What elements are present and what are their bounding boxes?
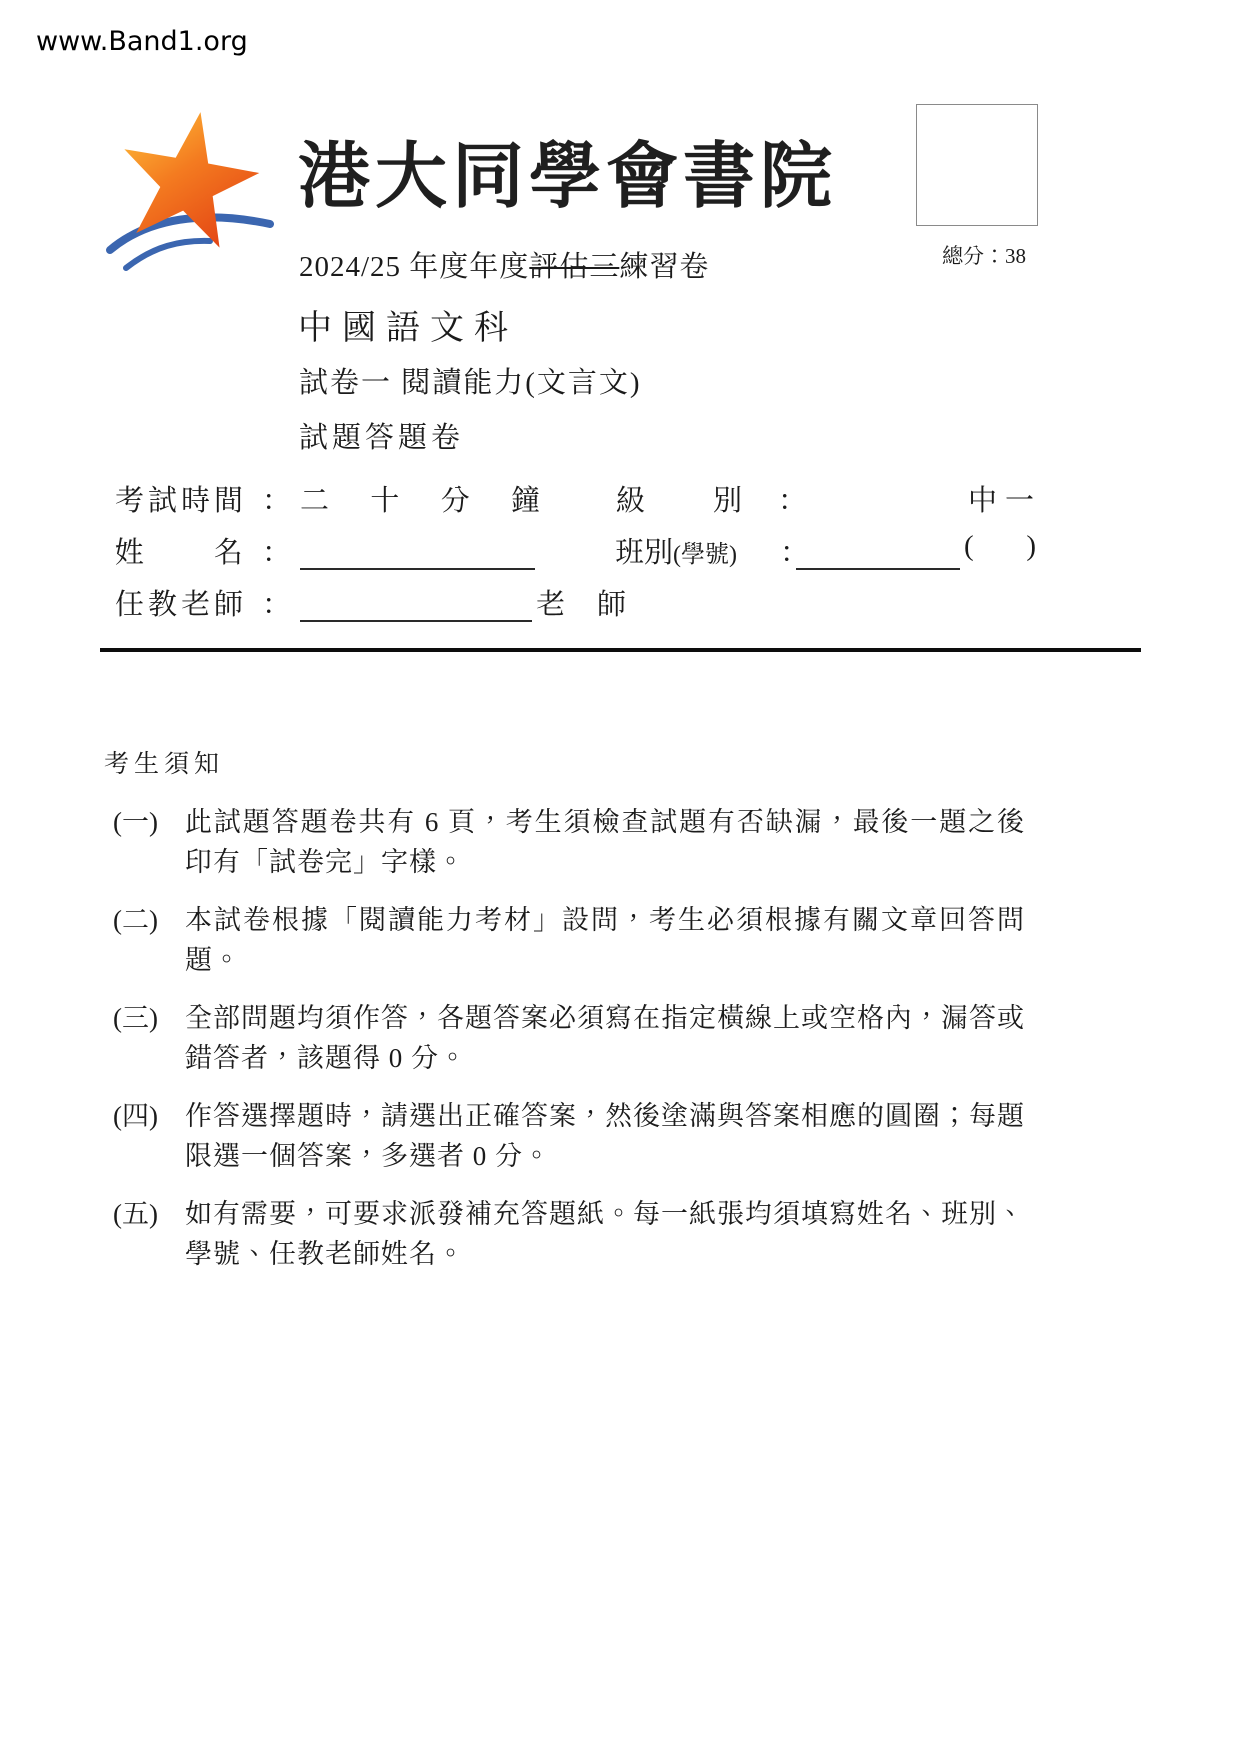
paper-title: 試卷一 閱讀能力(文言文) [299,367,642,399]
name-blank-line [300,530,535,570]
instruction-item [113,900,1029,980]
name-label: 姓 名 [115,537,243,569]
year-struck-text: 評估三 [529,251,620,283]
class-no-blank-line [796,530,960,570]
exam-time-value: 二 十 分 鐘 [300,485,540,517]
instructions-list [113,802,1029,1292]
logo-star [110,100,268,252]
logo-swoosh-bottom [126,241,210,268]
section-divider [100,648,1141,652]
instruction-number: (五) [113,1199,158,1229]
instruction-item [113,1096,1029,1176]
instruction-number: (一) [113,807,158,837]
class-no-label-main: 班別 [615,537,674,569]
instruction-number: (三) [113,1003,158,1033]
teacher-label: 任 教 老 師 [115,589,243,621]
instruction-text: 全部問題均須作答，各題答案必須寫在指定橫線上或空格內，漏答或錯答者，該題得 0 分。 [185,1003,1025,1073]
instruction-item [113,802,1029,882]
booklet-title: 試題答題卷 [299,422,465,454]
class-level-value: 中一 [968,485,1043,517]
teacher-blank-line [300,582,532,622]
teacher-colon: ： [262,589,292,621]
year-suffix: 練習卷 [619,251,710,283]
instruction-text: 如有需要，可要求派發補充答題紙。每一紙張均須填寫姓名、班別、學號、任教老師姓名。 [185,1199,1025,1269]
year-title [299,244,709,285]
instruction-number: (四) [113,1101,158,1131]
class-no-label [615,530,737,571]
total-score-box [916,104,1038,226]
instruction-text: 作答選擇題時，請選出正確答案，然後塗滿與答案相應的圓圈；每題限選一個答案，多選者 0 分。 [185,1101,1025,1171]
instructions-title: 考生須知 [104,751,225,778]
year-prefix: 2024/25 年度年度 [299,251,530,283]
class-no-brackets: ( ) [964,530,1036,562]
logo-swoosh-top [110,217,270,250]
class-no-label-sub: (學號) [673,542,737,568]
instruction-item [113,1194,1029,1274]
exam-time-label: 考 試 時 間 [115,485,243,517]
watermark-text: www.Band1.org [36,26,248,57]
class-level-label: 級 別 [616,485,742,517]
instruction-item [113,998,1029,1078]
instruction-number: (二) [113,905,158,935]
instruction-text: 本試卷根據「閱讀能力考材」設問，考生必須根據有關文章回答問題。 [185,905,1025,975]
total-score-label: 總分：38 [942,244,1026,268]
exam-time-colon: ： [262,485,292,517]
school-name: 港大同學會書院 [298,137,838,217]
instruction-text: 此試題答題卷共有 6 頁，考生須檢查試題有否缺漏，最後一題之後印有「試卷完」字樣。 [185,807,1025,877]
name-colon: ： [262,537,292,569]
class-level-colon: ： [778,485,808,517]
class-no-colon: ： [780,537,810,569]
teacher-suffix: 老 師 [536,589,626,621]
subject-title: 中國語文科 [298,310,518,347]
school-logo [106,98,276,288]
